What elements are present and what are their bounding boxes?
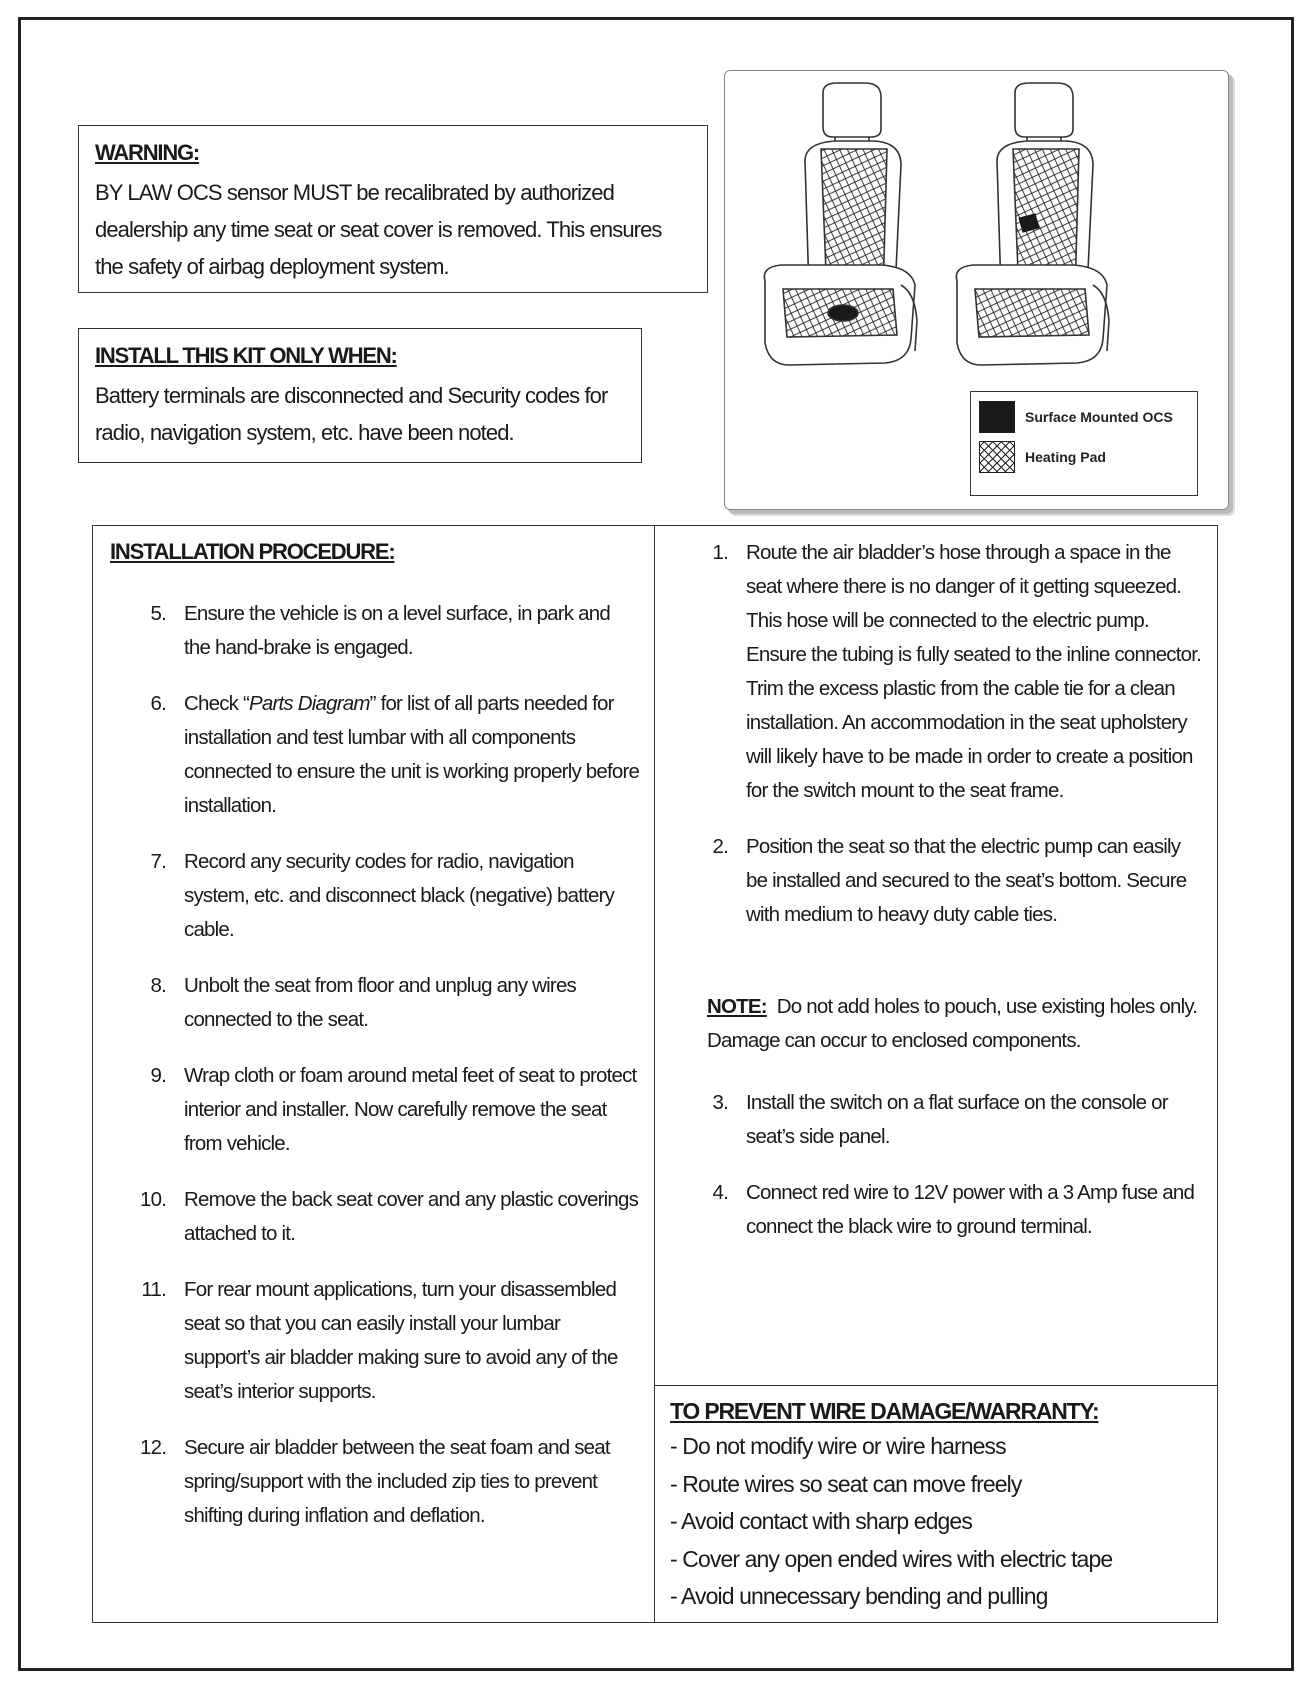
- list-item: 11. For rear mount applications, turn your disassembled seat so that you can easily install your lumbar support’s air bladder making sure to avoid any of the seat’s interior supports.: [141, 1278, 618, 1403]
- warning-title: WARNING:: [95, 140, 200, 165]
- legend-item-heating-pad: [979, 440, 1106, 474]
- list-item: 2. Position the seat so that the electric pump can easily be installed and secured to the seat’s bottom. Secure with medium to heavy duty cable ties.: [712, 835, 1187, 926]
- left-seat-icon: [764, 83, 917, 365]
- right-step-list-b: [700, 1086, 1205, 1244]
- list-item: 10. Remove the back seat cover and any plastic coverings attached to it.: [140, 1188, 639, 1245]
- list-item: 9. Wrap cloth or foam around metal feet of seat to protect interior and installer. Now carefully remove the seat from vehicle.: [150, 1064, 637, 1155]
- list-item: 5. Ensure the vehicle is on a level surface, in park and the hand-brake is engaged.: [150, 602, 610, 659]
- list-item: - Do not modify wire or wire harness: [670, 1433, 1006, 1459]
- list-item: 4. Connect red wire to 12V power with a 3 Amp fuse and connect the black wire to ground terminal.: [712, 1181, 1195, 1238]
- install-conditions-title: INSTALL THIS KIT ONLY WHEN:: [95, 343, 397, 368]
- list-item: 12. Secure air bladder between the seat foam and seat spring/support with the included zip ties to prevent shifting during inflation and deflation.: [140, 1436, 610, 1527]
- right-seat-icon: [956, 83, 1109, 365]
- seat-diagram: [724, 70, 1229, 510]
- left-step-list: [140, 597, 640, 1533]
- legend-label: Heating Pad: [1025, 449, 1106, 465]
- list-item: - Avoid unnecessary bending and pulling: [670, 1583, 1048, 1609]
- wire-damage-section: [670, 1396, 1210, 1616]
- list-item: 8. Unbolt the seat from floor and unplug any wires connected to the seat.: [150, 974, 576, 1031]
- list-item: 6. Check “Parts Diagram” for list of all parts needed for installation and test lumbar with all components connected to ensure the unit is working properly before installation.: [150, 692, 640, 817]
- list-item: - Route wires so seat can move freely: [670, 1470, 1022, 1497]
- list-item: - Avoid contact with sharp edges: [670, 1508, 972, 1534]
- list-item: 1. Route the air bladder’s hose through a space in the seat where there is no danger of it getting squeezed. This hose will be connected to the electric pump. Ensure the tubing is fully seated to the inline connector. Trim the excess plastic from the cable tie for a clean installation. An accommodation in the seat upholstery will likely have to be made in order to create a position for the switch mount to the seat frame.: [712, 541, 1202, 802]
- warning-box: [78, 125, 708, 293]
- install-conditions-text: Battery terminals are disconnected and Security codes for radio, navigation system, etc. have been noted.: [95, 383, 608, 445]
- install-conditions-box: [78, 328, 642, 463]
- crosshatch-square-icon: [979, 441, 1015, 473]
- note: [707, 990, 1202, 1058]
- column-divider: [654, 525, 655, 1623]
- list-item: 3. Install the switch on a flat surface on the console or seat’s side panel.: [712, 1091, 1168, 1148]
- wire-damage-list: [670, 1428, 1210, 1616]
- warning-text: BY LAW OCS sensor MUST be recalibrated by authorized dealership any time seat or seat cover is removed. This ensures the safety of airbag deployment system.: [95, 180, 662, 279]
- diagram-legend: [970, 391, 1198, 496]
- note-text: Do not add holes to pouch, use existing holes only. Damage can occur to enclosed components.: [707, 995, 1198, 1052]
- wire-damage-title: TO PREVENT WIRE DAMAGE/WARRANTY:: [670, 1398, 1099, 1424]
- list-item: 7. Record any security codes for radio, navigation system, etc. and disconnect black (negative) battery cable.: [150, 850, 615, 941]
- right-step-list-a: [700, 536, 1205, 932]
- solid-square-icon: [979, 401, 1015, 433]
- list-item: - Cover any open ended wires with electric tape: [670, 1545, 1113, 1572]
- legend-item-ocs: [979, 400, 1173, 434]
- note-label: NOTE:: [707, 995, 767, 1018]
- legend-label: Surface Mounted OCS: [1025, 409, 1173, 425]
- procedure-title: INSTALLATION PROCEDURE:: [110, 539, 395, 564]
- section-divider: [654, 1385, 1218, 1386]
